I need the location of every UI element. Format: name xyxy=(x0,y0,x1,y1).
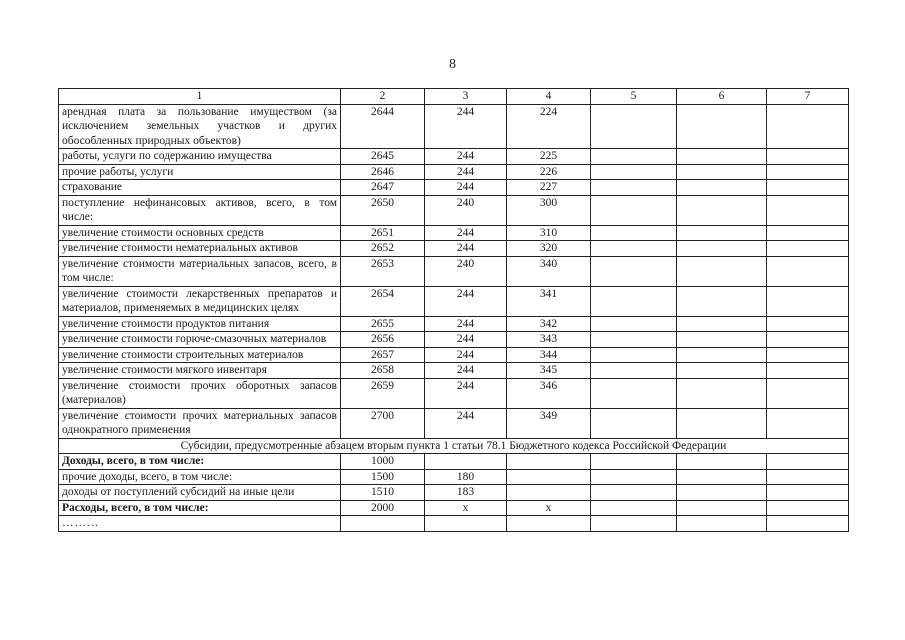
row-cell-col4 xyxy=(507,485,591,501)
row-cell-col2: 2655 xyxy=(341,316,425,332)
table-row xyxy=(59,347,849,363)
row-cell-col6 xyxy=(677,469,767,485)
row-cell-col5 xyxy=(591,363,677,379)
column-header: 3 xyxy=(425,89,507,105)
row-label: работы, услуги по содержанию имущества xyxy=(59,149,341,165)
row-cell-col3: 244 xyxy=(425,241,507,257)
row-cell-col2: 2659 xyxy=(341,378,425,408)
row-cell-col7 xyxy=(767,454,849,470)
table-row xyxy=(59,500,849,516)
row-cell-col7 xyxy=(767,363,849,379)
row-cell-col4: х xyxy=(507,500,591,516)
row-cell-col6 xyxy=(677,164,767,180)
row-label: Расходы, всего, в том числе: xyxy=(59,500,341,516)
row-cell-col7 xyxy=(767,516,849,532)
table-row xyxy=(59,516,849,532)
table-row xyxy=(59,316,849,332)
row-cell-col4: 343 xyxy=(507,332,591,348)
row-cell-col7 xyxy=(767,408,849,438)
row-cell-col2: 2645 xyxy=(341,149,425,165)
row-cell-col6 xyxy=(677,241,767,257)
row-cell-col5 xyxy=(591,164,677,180)
row-cell-col7 xyxy=(767,485,849,501)
row-cell-col6 xyxy=(677,332,767,348)
row-cell-col4: 349 xyxy=(507,408,591,438)
row-label: прочие работы, услуги xyxy=(59,164,341,180)
row-cell-col5 xyxy=(591,454,677,470)
row-cell-col6 xyxy=(677,378,767,408)
table-row xyxy=(59,180,849,196)
row-cell-col2: 2000 xyxy=(341,500,425,516)
row-cell-col4: 344 xyxy=(507,347,591,363)
row-cell-col6 xyxy=(677,316,767,332)
row-cell-col6 xyxy=(677,485,767,501)
row-cell-col3: 240 xyxy=(425,195,507,225)
row-cell-col7 xyxy=(767,347,849,363)
table-row xyxy=(59,225,849,241)
section-header-row xyxy=(59,438,849,454)
row-cell-col6 xyxy=(677,363,767,379)
row-cell-col4: 340 xyxy=(507,256,591,286)
row-cell-col3: 180 xyxy=(425,469,507,485)
row-label: ……… xyxy=(59,516,341,532)
row-label: доходы от поступлений субсидий на иные цели xyxy=(59,485,341,501)
row-cell-col5 xyxy=(591,500,677,516)
table-row xyxy=(59,378,849,408)
row-cell-col6 xyxy=(677,180,767,196)
row-cell-col4: 225 xyxy=(507,149,591,165)
row-cell-col5 xyxy=(591,469,677,485)
row-cell-col3: 244 xyxy=(425,347,507,363)
row-cell-col7 xyxy=(767,104,849,149)
row-cell-col3: х xyxy=(425,500,507,516)
table-row xyxy=(59,454,849,470)
row-label: арендная плата за пользование имуществом (за исключением земельных участков и других обособленных природных объектов) xyxy=(59,104,341,149)
table-row xyxy=(59,256,849,286)
row-cell-col2: 2652 xyxy=(341,241,425,257)
row-label: Доходы, всего, в том числе: xyxy=(59,454,341,470)
row-cell-col6 xyxy=(677,347,767,363)
row-cell-col5 xyxy=(591,104,677,149)
row-cell-col7 xyxy=(767,316,849,332)
row-cell-col3: 244 xyxy=(425,316,507,332)
row-cell-col3: 244 xyxy=(425,225,507,241)
column-header: 1 xyxy=(59,89,341,105)
row-cell-col5 xyxy=(591,241,677,257)
row-cell-col2: 1500 xyxy=(341,469,425,485)
row-cell-col2: 2656 xyxy=(341,332,425,348)
row-cell-col5 xyxy=(591,195,677,225)
row-cell-col5 xyxy=(591,225,677,241)
row-cell-col7 xyxy=(767,500,849,516)
table-row xyxy=(59,164,849,180)
row-label: увеличение стоимости строительных материалов xyxy=(59,347,341,363)
row-label: увеличение стоимости нематериальных активов xyxy=(59,241,341,257)
row-cell-col7 xyxy=(767,180,849,196)
row-label: увеличение стоимости основных средств xyxy=(59,225,341,241)
row-cell-col2: 2646 xyxy=(341,164,425,180)
row-cell-col4: 224 xyxy=(507,104,591,149)
table-row xyxy=(59,485,849,501)
row-cell-col7 xyxy=(767,469,849,485)
row-cell-col4: 226 xyxy=(507,164,591,180)
row-cell-col3: 183 xyxy=(425,485,507,501)
row-cell-col6 xyxy=(677,149,767,165)
row-cell-col7 xyxy=(767,241,849,257)
row-label: увеличение стоимости лекарственных препаратов и материалов, применяемых в медицинских целях xyxy=(59,286,341,316)
row-cell-col6 xyxy=(677,225,767,241)
column-header: 5 xyxy=(591,89,677,105)
table-row xyxy=(59,363,849,379)
row-cell-col7 xyxy=(767,225,849,241)
row-cell-col6 xyxy=(677,516,767,532)
row-cell-col4: 346 xyxy=(507,378,591,408)
column-header: 6 xyxy=(677,89,767,105)
row-cell-col2 xyxy=(341,516,425,532)
table-row xyxy=(59,241,849,257)
row-cell-col2: 2658 xyxy=(341,363,425,379)
row-cell-col4 xyxy=(507,454,591,470)
row-cell-col2: 2654 xyxy=(341,286,425,316)
subsidy-rows xyxy=(59,454,849,532)
row-cell-col5 xyxy=(591,332,677,348)
table-row xyxy=(59,332,849,348)
column-number-row xyxy=(59,89,849,105)
row-cell-col3 xyxy=(425,516,507,532)
row-cell-col2: 2653 xyxy=(341,256,425,286)
row-cell-col5 xyxy=(591,516,677,532)
row-cell-col7 xyxy=(767,164,849,180)
page-number: 8 xyxy=(449,57,456,72)
row-cell-col6 xyxy=(677,104,767,149)
row-cell-col5 xyxy=(591,256,677,286)
budget-table xyxy=(58,88,849,532)
section-title: Субсидии, предусмотренные абзацем вторым пункта 1 статьи 78.1 Бюджетного кодекса Российской Федерации xyxy=(59,438,849,454)
row-cell-col4: 300 xyxy=(507,195,591,225)
row-cell-col3: 244 xyxy=(425,286,507,316)
row-cell-col4 xyxy=(507,516,591,532)
row-cell-col2: 2651 xyxy=(341,225,425,241)
row-label: прочие доходы, всего, в том числе: xyxy=(59,469,341,485)
row-cell-col3: 244 xyxy=(425,332,507,348)
row-cell-col5 xyxy=(591,316,677,332)
row-cell-col2: 2657 xyxy=(341,347,425,363)
row-cell-col4: 341 xyxy=(507,286,591,316)
row-label: увеличение стоимости горюче-смазочных материалов xyxy=(59,332,341,348)
column-header: 7 xyxy=(767,89,849,105)
row-cell-col7 xyxy=(767,378,849,408)
row-label: поступление нефинансовых активов, всего, в том числе: xyxy=(59,195,341,225)
row-cell-col5 xyxy=(591,378,677,408)
row-cell-col3 xyxy=(425,454,507,470)
row-cell-col3: 244 xyxy=(425,363,507,379)
row-cell-col5 xyxy=(591,347,677,363)
row-cell-col4: 227 xyxy=(507,180,591,196)
row-cell-col3: 244 xyxy=(425,378,507,408)
table-row xyxy=(59,104,849,149)
table-row xyxy=(59,286,849,316)
row-cell-col5 xyxy=(591,180,677,196)
row-label: страхование xyxy=(59,180,341,196)
row-cell-col3: 244 xyxy=(425,164,507,180)
row-cell-col2: 1000 xyxy=(341,454,425,470)
row-cell-col6 xyxy=(677,256,767,286)
row-cell-col3: 244 xyxy=(425,104,507,149)
row-cell-col5 xyxy=(591,149,677,165)
row-cell-col7 xyxy=(767,195,849,225)
row-cell-col4: 342 xyxy=(507,316,591,332)
column-header: 4 xyxy=(507,89,591,105)
row-cell-col4: 310 xyxy=(507,225,591,241)
row-cell-col2: 2700 xyxy=(341,408,425,438)
row-cell-col5 xyxy=(591,286,677,316)
row-cell-col2: 2647 xyxy=(341,180,425,196)
table-row xyxy=(59,149,849,165)
row-cell-col5 xyxy=(591,485,677,501)
row-cell-col6 xyxy=(677,454,767,470)
row-cell-col6 xyxy=(677,408,767,438)
row-label: увеличение стоимости продуктов питания xyxy=(59,316,341,332)
row-cell-col3: 244 xyxy=(425,180,507,196)
row-cell-col7 xyxy=(767,332,849,348)
row-cell-col2: 1510 xyxy=(341,485,425,501)
row-cell-col3: 244 xyxy=(425,149,507,165)
row-label: увеличение стоимости прочих материальных запасов однократного применения xyxy=(59,408,341,438)
row-cell-col4 xyxy=(507,469,591,485)
table-row xyxy=(59,408,849,438)
row-cell-col7 xyxy=(767,286,849,316)
row-cell-col7 xyxy=(767,149,849,165)
row-cell-col3: 240 xyxy=(425,256,507,286)
row-cell-col4: 345 xyxy=(507,363,591,379)
row-cell-col7 xyxy=(767,256,849,286)
expense-rows xyxy=(59,104,849,438)
row-label: увеличение стоимости прочих оборотных запасов (материалов) xyxy=(59,378,341,408)
row-cell-col2: 2650 xyxy=(341,195,425,225)
table-row xyxy=(59,469,849,485)
row-cell-col6 xyxy=(677,286,767,316)
row-cell-col4: 320 xyxy=(507,241,591,257)
row-cell-col6 xyxy=(677,500,767,516)
subsidy-section xyxy=(59,438,849,454)
column-header: 2 xyxy=(341,89,425,105)
row-cell-col2: 2644 xyxy=(341,104,425,149)
row-cell-col3: 244 xyxy=(425,408,507,438)
row-cell-col5 xyxy=(591,408,677,438)
table-row xyxy=(59,195,849,225)
row-label: увеличение стоимости материальных запасов, всего, в том числе: xyxy=(59,256,341,286)
row-label: увеличение стоимости мягкого инвентаря xyxy=(59,363,341,379)
row-cell-col6 xyxy=(677,195,767,225)
